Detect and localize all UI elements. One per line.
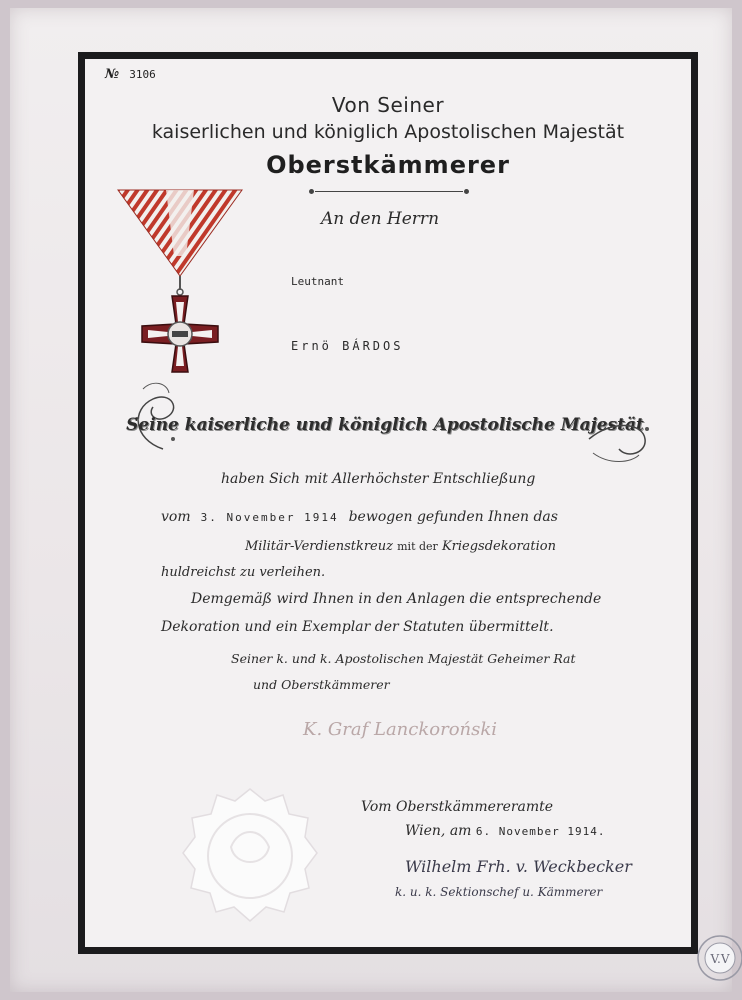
body-line7: Seiner k. und k. Apostolischen Majestät Geheimer Rat [231, 651, 576, 666]
secretary-signature: Wilhelm Frh. v. Weckbecker [405, 857, 632, 876]
address-line: An den Herrn [321, 209, 440, 229]
header-title: Oberstkämmerer [266, 151, 510, 179]
recipient-rank: Leutnant [291, 275, 344, 288]
body-line1: haben Sich mit Allerhöchster Entschließung [221, 471, 536, 487]
body-line2 [161, 509, 558, 525]
place-pre: Wien, am [405, 823, 472, 839]
recipient-name: Ernö BÁRDOS [291, 339, 404, 353]
chamberlain-signature: K. Graf Lanckoroński [303, 719, 498, 740]
majesty-heading: Seine kaiserliche und königlich Apostolische Majestät [126, 415, 644, 435]
place-date-line [405, 823, 606, 839]
issue-date: 6. November 1914. [475, 825, 606, 838]
body-line3-mid: mit der [397, 540, 438, 553]
header-line2: kaiserlichen und königlich Apostolischen Majestät [151, 121, 625, 143]
body-line2-post: bewogen gefunden Ihnen das [348, 509, 558, 525]
resolution-date: 3. November 1914 [200, 511, 339, 524]
award-decoration: Kriegsdekoration [441, 539, 556, 554]
certificate-sheet [10, 8, 732, 992]
award-name: Militär-Verdienstkreuz [245, 539, 393, 554]
header-divider [315, 191, 463, 192]
number-value: 3106 [129, 68, 156, 81]
body-line4: huldreichst zu verleihen. [161, 565, 326, 580]
stamp-monogram: V.V [710, 952, 730, 966]
embossed-seal [181, 787, 319, 925]
secretary-title: k. u. k. Sektionschef u. Kämmerer [395, 885, 603, 899]
certificate-number [105, 67, 156, 82]
number-label: № [105, 67, 120, 82]
body-line8: und Oberstkämmerer [253, 677, 390, 692]
office-line: Vom Oberstkämmereramte [361, 799, 554, 815]
flourish-ornament-right [583, 409, 653, 469]
body-line5: Demgemäß wird Ihnen in den Anlagen die entsprechende [191, 591, 602, 607]
body-line6: Dekoration und ein Exemplar der Statuten übermittelt. [161, 619, 554, 635]
collection-stamp [696, 934, 742, 982]
body-line2-pre: vom [161, 509, 191, 525]
header-line1: Von Seiner [331, 93, 445, 117]
medal-military-merit-cross [110, 184, 250, 384]
body-line3 [245, 539, 556, 554]
